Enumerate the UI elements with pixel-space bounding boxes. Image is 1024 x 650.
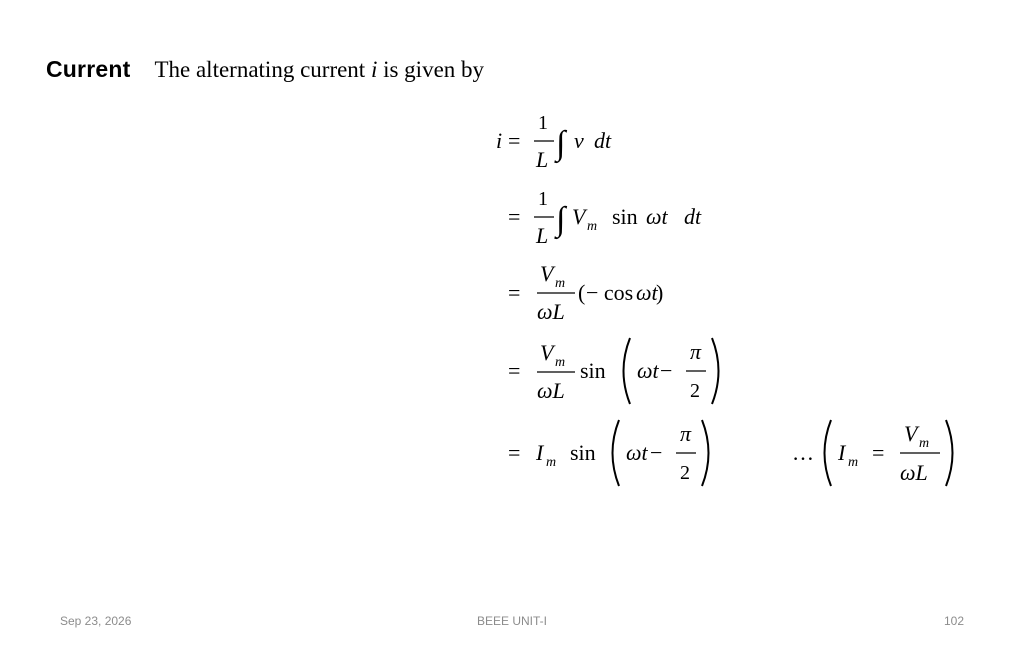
eq5-note-im: I (838, 440, 846, 465)
eq2-sin: sin (612, 204, 638, 229)
eq1-differential: dt (594, 128, 612, 153)
eq4-numerator-sub: m (555, 355, 566, 370)
equation-line-4 (508, 338, 719, 404)
eq1-integral-sign: ∫ (556, 125, 566, 162)
heading-text-after: is given by (377, 57, 485, 82)
eq3-numerator-v: V (540, 261, 554, 286)
eq5-equals: = (508, 440, 521, 465)
eq4-pi: π (690, 339, 702, 364)
eq2-vm-subscript: m (587, 219, 598, 234)
eq4-big-paren-close (712, 338, 719, 404)
eq5-note-im-subscript: m (848, 455, 859, 470)
eq2-denominator: L (536, 223, 549, 248)
eq5-minus: − (650, 440, 663, 465)
eq5-omega-t: ωt (626, 440, 648, 465)
eq4-two: 2 (690, 380, 700, 402)
eq1-equals: = (508, 128, 521, 153)
heading-text-before: The alternating current (154, 57, 371, 82)
eq4-numerator-v: V (540, 340, 554, 365)
eq5-note-paren-open (825, 420, 832, 486)
eq2-equals: = (508, 204, 521, 229)
equation-line-2 (508, 188, 702, 248)
eq4-equals: = (508, 358, 521, 383)
eq5-note-paren-close (946, 420, 953, 486)
eq5-sin: sin (570, 440, 596, 465)
eq3-paren-close: ) (656, 280, 664, 305)
eq2-integral-sign: ∫ (556, 201, 566, 238)
eq4-sin: sin (580, 358, 606, 383)
eq5-im: I (536, 440, 544, 465)
eq5-note-numerator-v: V (904, 421, 918, 446)
eq4-omega-t: ωt (637, 358, 659, 383)
eq3-denominator: ωL (537, 299, 565, 324)
footer-date: Sep 23, 2026 (60, 614, 132, 628)
eq5-two: 2 (680, 462, 690, 484)
eq1-i: i (496, 128, 503, 153)
eq4-denominator: ωL (537, 378, 565, 403)
equation-line-1 (496, 112, 612, 172)
eq5-note-denominator: ωL (900, 460, 928, 485)
eq2-omega-t: ωt (646, 204, 668, 229)
eq2-differential: dt (684, 204, 702, 229)
eq5-note-equals: = (872, 440, 885, 465)
eq3-omega-t: ωt (636, 280, 658, 305)
heading-variable: i (370, 57, 378, 82)
eq4-minus: − (660, 358, 673, 383)
eq5-ellipsis: … (792, 440, 814, 465)
eq1-integrand: v (574, 128, 584, 153)
eq3-paren-open: ( (578, 280, 586, 305)
equation-line-5 (508, 420, 953, 486)
eq5-big-paren-open (613, 420, 620, 486)
footer-page-number: 102 (943, 614, 964, 628)
eq5-big-paren-close (702, 420, 709, 486)
eq5-note-numerator-sub: m (919, 436, 930, 451)
eq5-pi: π (680, 421, 692, 446)
eq2-numerator: 1 (538, 188, 548, 210)
heading-label: Current (46, 56, 131, 82)
eq4-big-paren-open (624, 338, 631, 404)
eq5-im-subscript: m (546, 455, 557, 470)
eq1-numerator: 1 (538, 112, 548, 134)
eq1-denominator: L (536, 147, 549, 172)
footer-title: BEEE UNIT-I (476, 614, 547, 628)
equation-line-3 (508, 261, 663, 324)
eq3-numerator-sub: m (555, 276, 566, 291)
eq3-minus-cos: − cos (586, 280, 634, 305)
eq2-vm: V (572, 204, 586, 229)
eq3-equals: = (508, 280, 521, 305)
